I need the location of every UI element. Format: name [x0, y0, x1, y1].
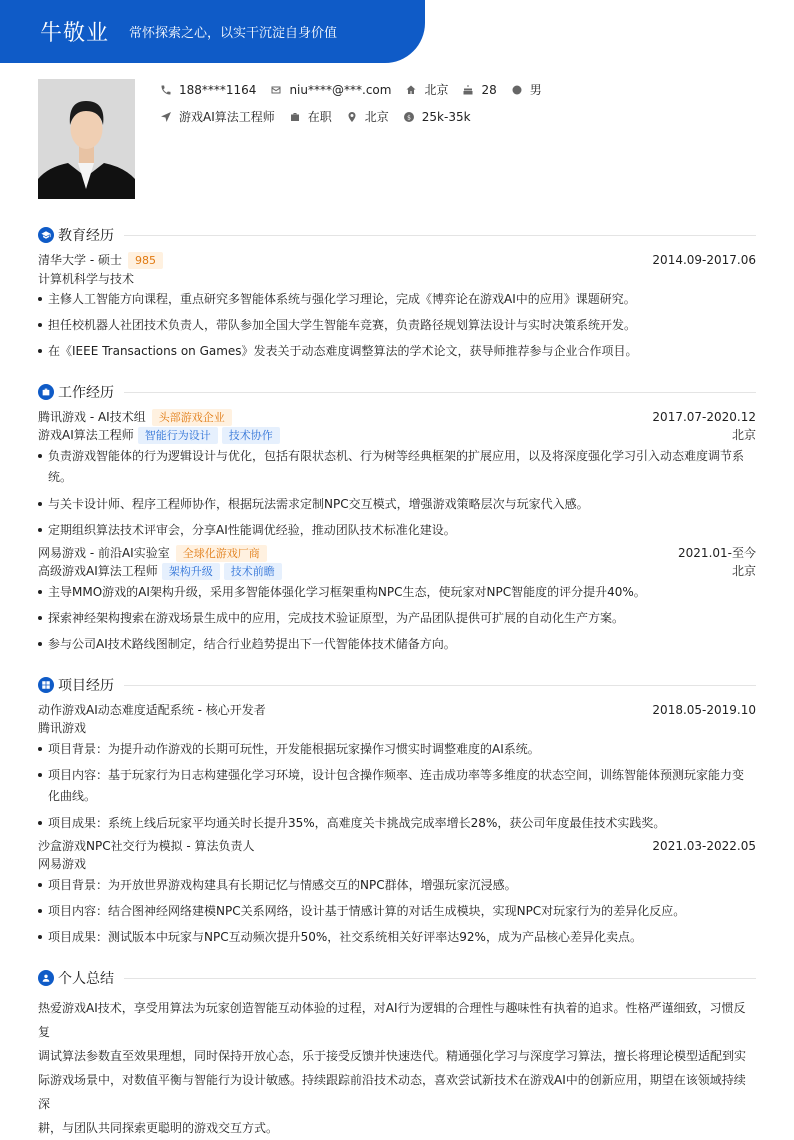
education-major-row	[38, 271, 756, 288]
project-bullet	[38, 765, 756, 807]
education-heading: 教育经历	[58, 228, 114, 244]
company-tag: 全球化游戏厂商	[176, 545, 267, 562]
section-divider	[124, 235, 756, 236]
project-title-row	[38, 702, 756, 719]
money-icon	[403, 111, 415, 123]
school-tag: 985	[128, 252, 163, 269]
work-date: 2017.07-2020.12	[652, 410, 756, 424]
skill-tag: 技术前瞻	[224, 563, 282, 580]
project-bullet: 项目成果：测试版本中玩家与NPC互动频次提升50%，社交系统相关好评率达92%，成为产品核心差异化卖点。	[38, 927, 756, 948]
summary-paragraph	[38, 996, 756, 1140]
location-pin-icon	[346, 111, 358, 123]
briefcase-icon	[38, 384, 54, 400]
work-bullet: 探索神经架构搜索在游戏场景生成中的应用，完成技术验证原型，为产品团队提供可扩展的自动化生产方案。	[38, 608, 756, 629]
target-city-text: 北京	[364, 110, 389, 124]
project-org: 网易游戏	[38, 857, 87, 871]
project-org-row	[38, 720, 756, 737]
education-bullet: 担任校机器人社团技术负责人，带队参加全国大学生智能车竞赛，负责路径规划算法设计与实时决策系统开发。	[38, 315, 756, 336]
project-bullet: 项目成果：系统上线后玩家平均通关时长提升35%，高难度关卡挑战完成率增长28%，获公司年度最佳技术实践奖。	[38, 813, 756, 834]
email-text: niu****@***.com	[289, 82, 392, 97]
section-divider	[124, 685, 756, 686]
project-bullet: 项目背景：为提升动作游戏的长期可玩性，开发能根据玩家操作习惯实时调整难度的AI系统。	[38, 739, 756, 760]
company-name: 腾讯游戏 - AI技术组	[38, 410, 146, 424]
summary-heading: 个人总结	[58, 971, 114, 987]
work-bullet: 与关卡设计师、程序工程师协作，根据玩法需求定制NPC交互模式，增强游戏策略层次与玩家代入感。	[38, 494, 756, 515]
project-title: 动作游戏AI动态难度适配系统 - 核心开发者	[38, 703, 266, 717]
profile-photo	[38, 79, 135, 199]
school-name: 清华大学 - 硕士	[38, 253, 122, 267]
project-date: 2021.03-2022.05	[652, 839, 756, 853]
target-city-info	[346, 108, 389, 125]
summary-section-title	[38, 968, 756, 988]
work-bullet: 参与公司AI技术路线图制定，结合行业趋势提出下一代智能体技术储备方向。	[38, 634, 756, 655]
project-title-row	[38, 838, 756, 855]
grid-icon	[38, 677, 54, 693]
contact-info-row	[160, 81, 556, 98]
graduation-cap-icon	[38, 227, 54, 243]
skill-tag: 智能行为设计	[138, 427, 218, 444]
projects-section-title	[38, 675, 756, 695]
work-bullet-line: 负责游戏智能体的行为逻辑设计与优化，包括有限状态机、行为树等经典框架的扩展应用，以及将深度强化学习引入动态难度调节系	[48, 449, 745, 463]
candidate-motto: 常怀探索之心，以实干沉淀自身价值	[129, 26, 338, 41]
city-text: 北京	[424, 83, 449, 97]
company-name: 网易游戏 - 前沿AI实验室	[38, 546, 170, 560]
age-info	[462, 83, 496, 97]
skill-tag: 技术协作	[222, 427, 280, 444]
position-name: 游戏AI算法工程师	[38, 428, 134, 442]
gender-icon	[511, 84, 523, 96]
project-org-row	[38, 856, 756, 873]
work-position-row	[38, 427, 756, 444]
summary-line: 耕，与团队共同探索更聪明的游戏交互方式。	[38, 1121, 279, 1135]
education-bullet: 主修人工智能方向课程，重点研究多智能体系统与强化学习理论，完成《博弈论在游戏AI中的应用》课题研究。	[38, 289, 756, 310]
project-bullet-line: 化曲线。	[48, 789, 97, 803]
target-job-info	[160, 108, 275, 125]
salary-text: 25k-35k	[421, 109, 471, 124]
work-section-title	[38, 382, 756, 402]
education-bullet: 在《IEEE Transactions on Games》发表关于动态难度调整算法的学术论文，获导师推荐参与企业合作项目。	[38, 341, 756, 362]
target-job-text: 游戏AI算法工程师	[179, 110, 275, 124]
work-company-row	[38, 409, 756, 426]
work-location: 北京	[731, 428, 756, 442]
email-info	[270, 83, 391, 97]
education-date: 2014.09-2017.06	[652, 253, 756, 267]
education-header-row	[38, 252, 756, 269]
work-date: 2021.01-至今	[678, 546, 756, 560]
header-band	[0, 0, 425, 63]
position-name: 高级游戏AI算法工程师	[38, 564, 158, 578]
phone-info	[160, 83, 256, 97]
work-location: 北京	[731, 564, 756, 578]
summary-line: 际游戏场景中，对数值平衡与智能行为设计敏感。持续跟踪前沿技术动态，喜欢尝试新技术在游戏AI中的创新应用，期望在该领域持续深	[38, 1073, 746, 1111]
project-date: 2018.05-2019.10	[652, 703, 756, 717]
cake-icon	[462, 84, 474, 96]
work-bullet	[38, 446, 756, 488]
user-icon	[38, 970, 54, 986]
work-bullet: 定期组织算法技术评审会，分享AI性能调优经验，推动团队技术标准化建设。	[38, 520, 756, 541]
project-bullet: 项目内容：结合图神经网络建模NPC关系网络，设计基于情感计算的对话生成模块，实现NPC对玩家行为的差异化反应。	[38, 901, 756, 922]
work-bullet: 主导MMO游戏的AI架构升级，采用多智能体强化学习框架重构NPC生态，使玩家对NPC智能度的评分提升40%。	[38, 582, 756, 603]
major-name: 计算机科学与技术	[38, 272, 135, 286]
skill-tag: 架构升级	[162, 563, 220, 580]
work-bullet-line: 统。	[48, 470, 73, 484]
status-text: 在职	[307, 110, 332, 124]
company-tag: 头部游戏企业	[152, 409, 232, 426]
home-icon	[405, 84, 417, 96]
phone-text: 188****1164	[179, 82, 257, 97]
gender-text: 男	[529, 83, 542, 97]
svg-text:$: $	[406, 113, 411, 121]
summary-line: 调试算法参数直至效果理想，同时保持开放心态，乐于接受反馈并快速迭代。精通强化学习与深度学习算法，擅长将理论模型适配到实	[38, 1049, 747, 1063]
work-heading: 工作经历	[58, 385, 114, 401]
education-section-title	[38, 225, 756, 245]
project-org: 腾讯游戏	[38, 721, 87, 735]
candidate-name: 牛敬业	[40, 21, 110, 46]
section-divider	[124, 392, 756, 393]
job-info-row	[160, 108, 485, 125]
status-info	[289, 108, 332, 125]
send-icon	[160, 111, 172, 123]
mail-icon	[270, 84, 282, 96]
project-title: 沙盒游戏NPC社交行为模拟 - 算法负责人	[38, 839, 255, 853]
gender-info	[511, 81, 542, 98]
project-bullet-line: 项目内容：基于玩家行为日志构建强化学习环境，设计包含操作频率、连击成功率等多维度的状态空间，训练智能体预测玩家能力变	[48, 768, 745, 782]
summary-line: 热爱游戏AI技术，享受用算法为玩家创造智能互动体验的过程，对AI行为逻辑的合理性与趣味性有执着的追求。性格严谨细致，习惯反复	[38, 1001, 746, 1039]
age-text: 28	[481, 82, 497, 97]
work-position-row	[38, 563, 756, 580]
work-company-row	[38, 545, 756, 562]
briefcase-icon	[289, 111, 301, 123]
phone-icon	[160, 84, 172, 96]
project-bullet: 项目背景：为开放世界游戏构建具有长期记忆与情感交互的NPC群体，增强玩家沉浸感。	[38, 875, 756, 896]
salary-info	[403, 110, 471, 124]
section-divider	[124, 978, 756, 979]
projects-heading: 项目经历	[58, 678, 114, 694]
city-info	[405, 81, 448, 98]
